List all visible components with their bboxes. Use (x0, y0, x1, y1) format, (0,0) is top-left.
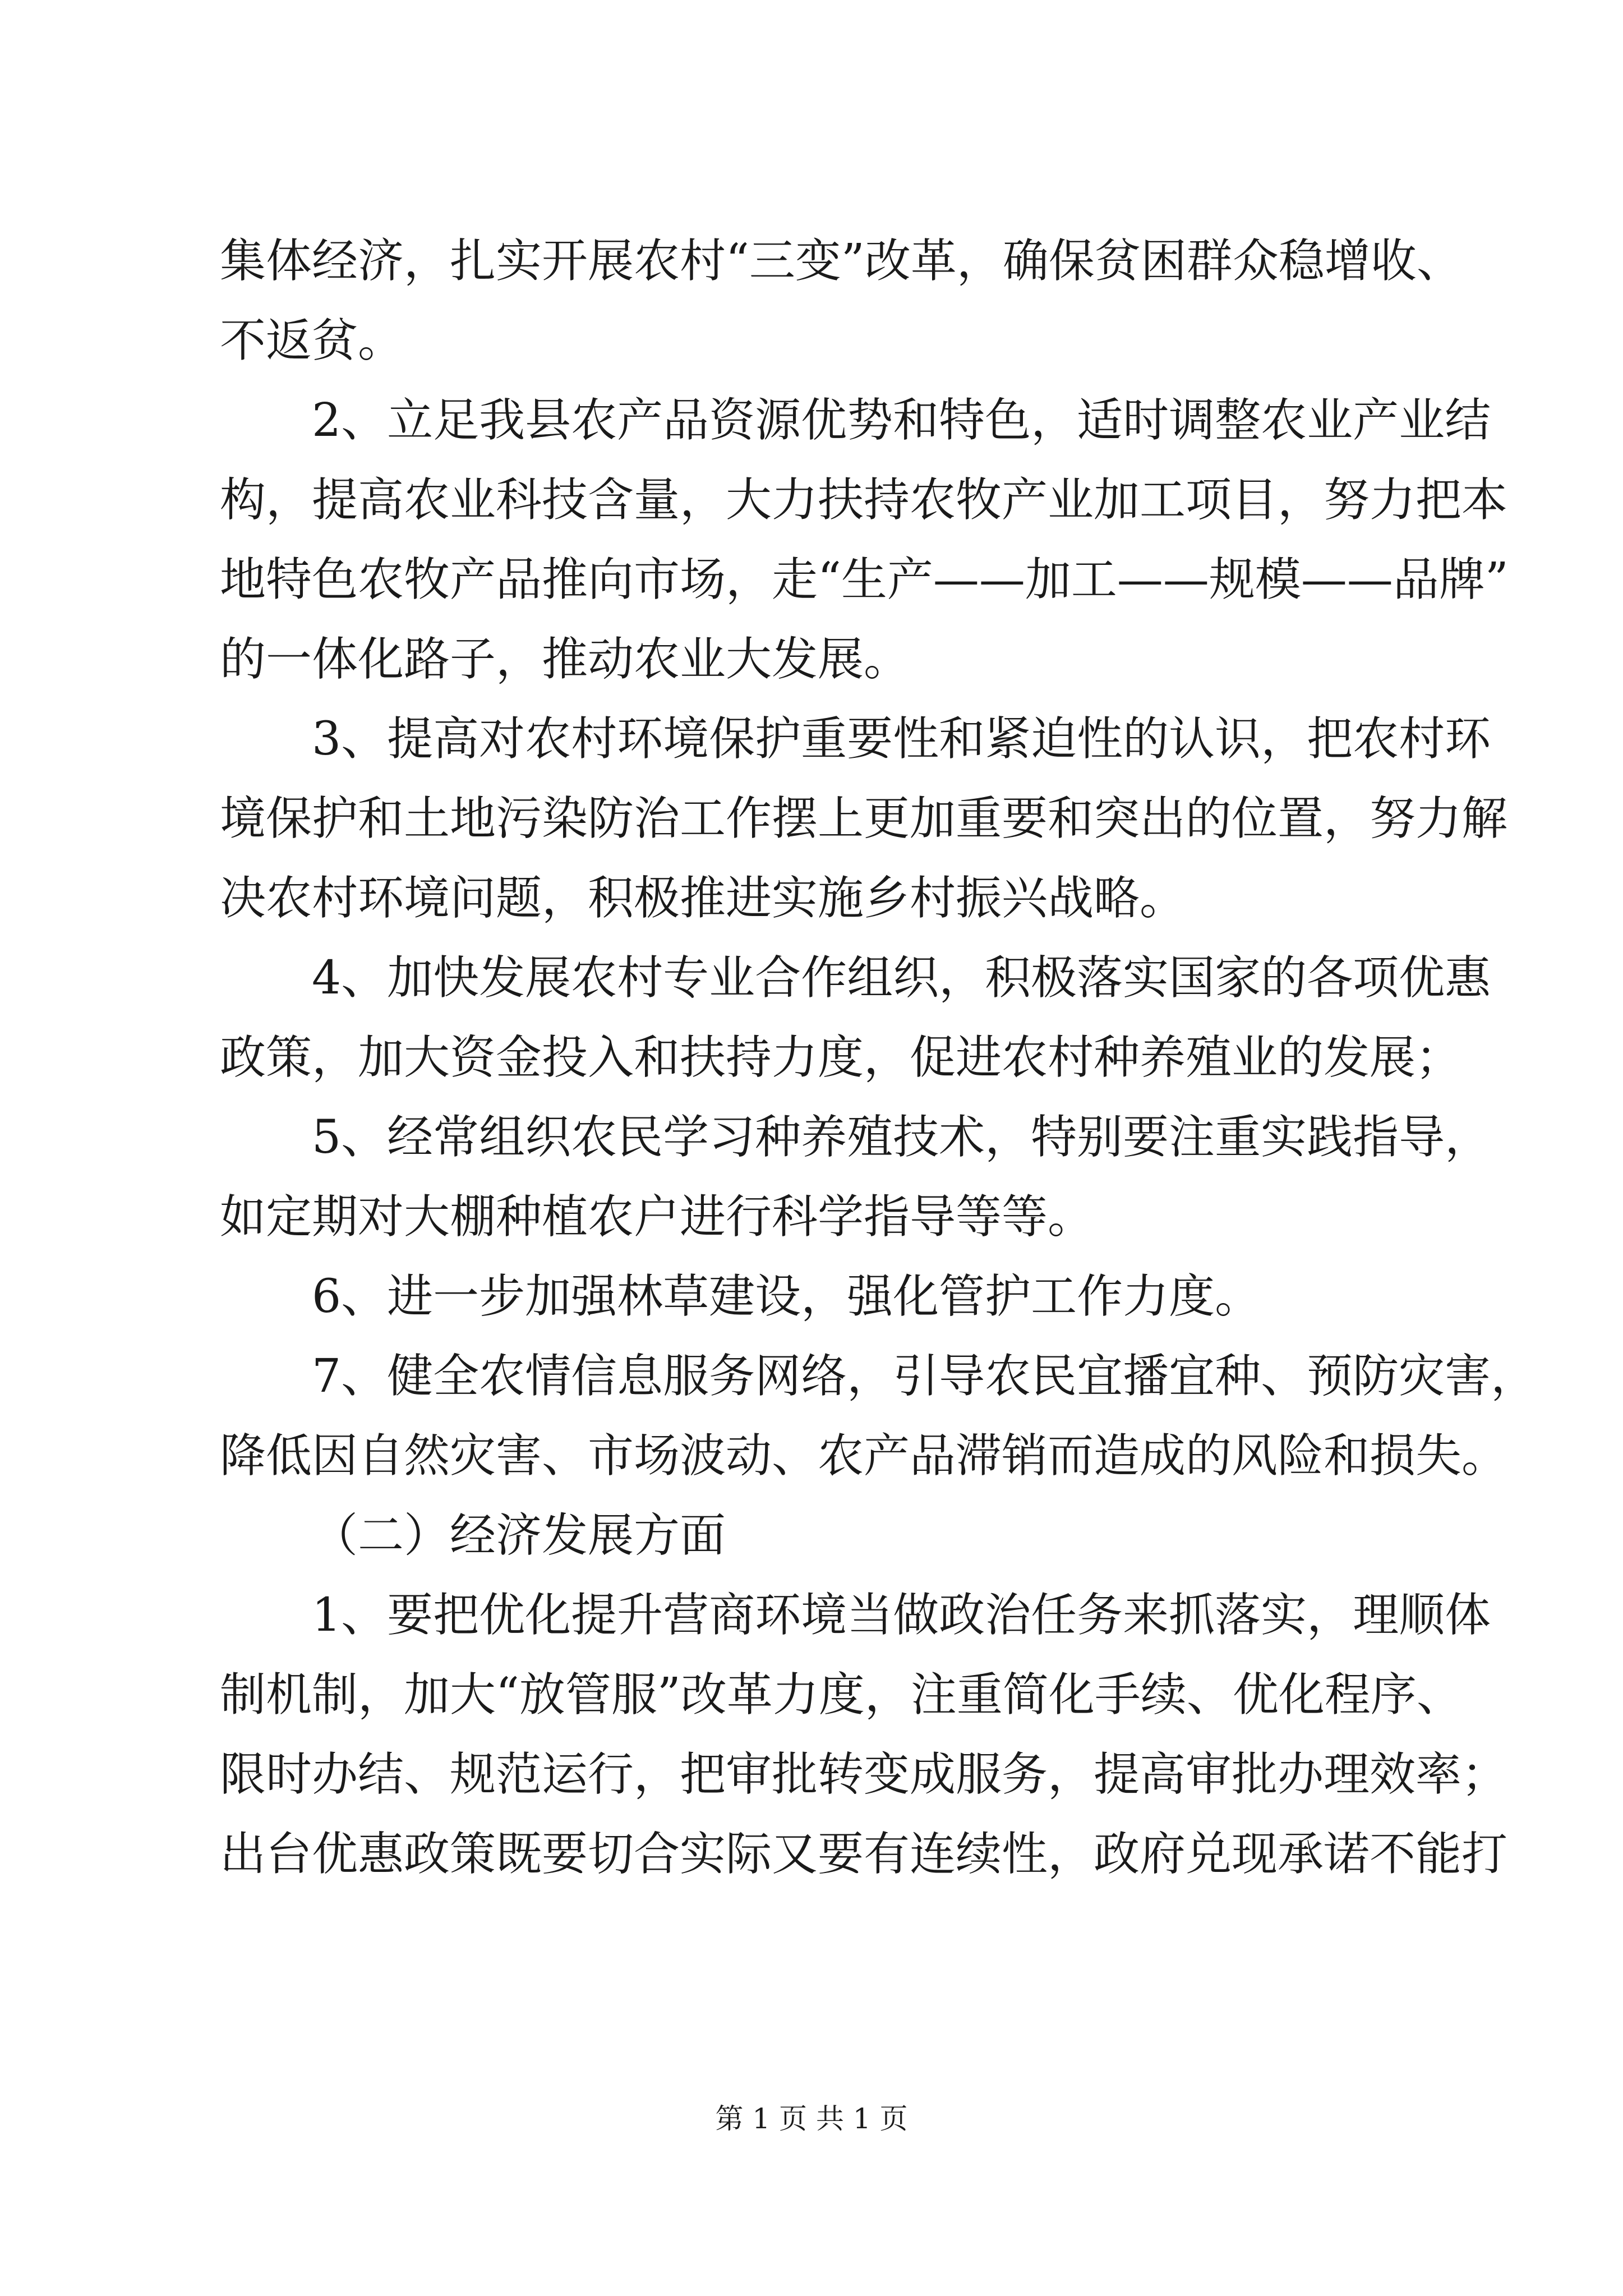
text-line: 决农村环境问题，积极推进实施乡村振兴战略。 (220, 872, 1186, 925)
text-line: 5、经常组织农民学习种养殖技术，特别要注重实践指导， (312, 1111, 1491, 1164)
text-line: 4、加快发展农村专业合作组织，积极落实国家的各项优惠 (312, 951, 1491, 1005)
text-line: 制机制，加大“放管服”改革力度，注重简化手续、优化程序、 (220, 1668, 1463, 1722)
text-line: 的一体化路子，推动农业大发展。 (220, 633, 910, 686)
text-line: 政策，加大资金投入和扶持力度，促进农村种养殖业的发展； (220, 1031, 1462, 1084)
text-line: 集体经济，扎实开展农村“三变”改革，确保贫困群众稳增收、 (220, 234, 1463, 288)
text-line: 7、健全农情信息服务网络，引导农民宜播宜种、预防灾害， (312, 1350, 1537, 1403)
text-line: 6、进一步加强林草建设，强化管护工作力度。 (312, 1270, 1261, 1323)
text-line: 1、要把优化提升营商环境当做政治任务来抓落实，理顺体 (312, 1589, 1491, 1642)
document-body (220, 222, 1537, 1894)
text-line: 构，提高农业科技含量，大力扶持农牧产业加工项目，努力把本 (220, 473, 1508, 527)
text-line: 地特色农牧产品推向市场，走“生产——加工——规模——品牌” (220, 553, 1509, 606)
text-line: 如定期对大棚种植农户进行科学指导等等。 (220, 1190, 1094, 1244)
text-line: 不返贫。 (220, 314, 404, 367)
text-line: 限时办结、规范运行，把审批转变成服务，提高审批办理效率； (220, 1748, 1508, 1801)
text-line: 3、提高对农村环境保护重要性和紧迫性的认识，把农村环 (312, 712, 1491, 766)
text-line: （二）经济发展方面 (312, 1509, 726, 1562)
text-line: 境保护和土地污染防治工作摆上更加重要和突出的位置，努力解 (220, 792, 1508, 845)
text-line: 降低因自然灾害、市场波动、农产品滞销而造成的风险和损失。 (220, 1429, 1508, 1483)
page-footer: 第 1 页 共 1 页 (715, 2102, 908, 2135)
text-line: 2、立足我县农产品资源优势和特色，适时调整农业产业结 (312, 394, 1491, 447)
text-line: 出台优惠政策既要切合实际又要有连续性，政府兑现承诺不能打 (220, 1828, 1508, 1881)
